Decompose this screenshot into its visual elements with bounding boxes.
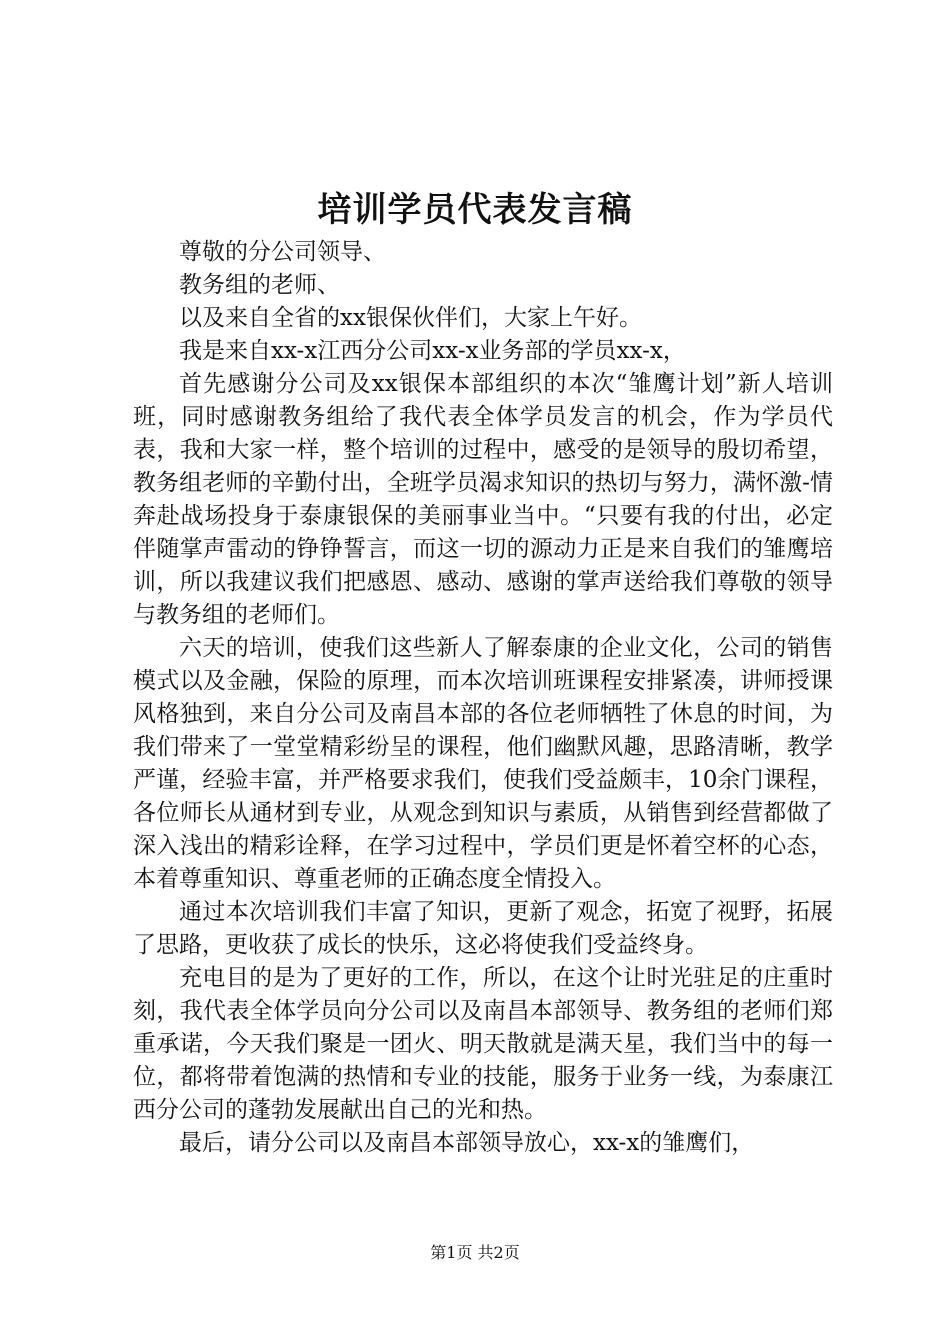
salutation-partners: 以及来自全省的xx银保伙伴们，大家上午好。 [179, 305, 642, 331]
paragraph-thanks: 首先感谢分公司及xx银保本部组织的本次“雏鹰计划”新人培训班，同时感谢教务组给了我代表全体学员发言的机会，作为学员代表，我和大家一样，整个培训的过程中，感受的是领导的殷切希望，教务组老师的辛勤付出，全班学员渴求知识的热切与努力，满怀激-情奔赴战场投身于泰康银保的美丽事业当中。“只要有我的付出，必定伴随掌声雷动的铮铮誓言，而这一切的源动力正是来自我们的雏鹰培训，所以我建议我们把感恩、感动、感谢的掌声送给我们尊敬的领导与教务组的老师们。 [133, 371, 833, 628]
self-introduction: 我是来自xx-x江西分公司xx-x业务部的学员xx-x， [179, 338, 686, 364]
document-title: 培训学员代表发言稿 [317, 190, 633, 230]
paragraph-commitment: 充电目的是为了更好的工作，所以，在这个让时光驻足的庄重时刻，我代表全体学员向分公司以及南昌本部领导、教务组的老师们郑重承诺，今天我们聚是一团火、明天散就是满天星，我们当中的每一位，都将带着饱满的热情和专业的技能，服务于业务一线，为泰康江西分公司的蓬勃发展献出自己的光和热。 [133, 965, 833, 1123]
salutation-teachers: 教务组的老师、 [179, 272, 340, 298]
paragraph-training: 六天的培训，使我们这些新人了解泰康的企业文化，公司的销售模式以及金融，保险的原理，而本次培训班课程安排紧凑，讲师授课风格独到，来自分公司及南昌本部的各位老师牺牲了休息的时间，为我们带来了一堂堂精彩纷呈的课程，他们幽默风趣，思路清晰，教学严谨，经验丰富，并严格要求我们，使我们受益颇丰，10余门课程，各位师长从通材到专业，从观念到知识与素质，从销售到经营都做了深入浅出的精彩诠释，在学习过程中，学员们更是怀着空杯的心态，本着尊重知识、尊重老师的正确态度全情投入。 [133, 635, 833, 892]
document-body [133, 236, 833, 1160]
paragraph-gains: 通过本次培训我们丰富了知识，更新了观念，拓宽了视野，拓展了思路，更收获了成长的快乐，这必将使我们受益终身。 [133, 899, 833, 958]
salutation-leaders: 尊敬的分公司领导、 [179, 239, 386, 265]
paragraph-closing: 最后，请分公司以及南昌本部领导放心，xx-x的雏鹰们， [179, 1130, 755, 1156]
page-number: 第1页 共2页 [430, 1243, 520, 1262]
